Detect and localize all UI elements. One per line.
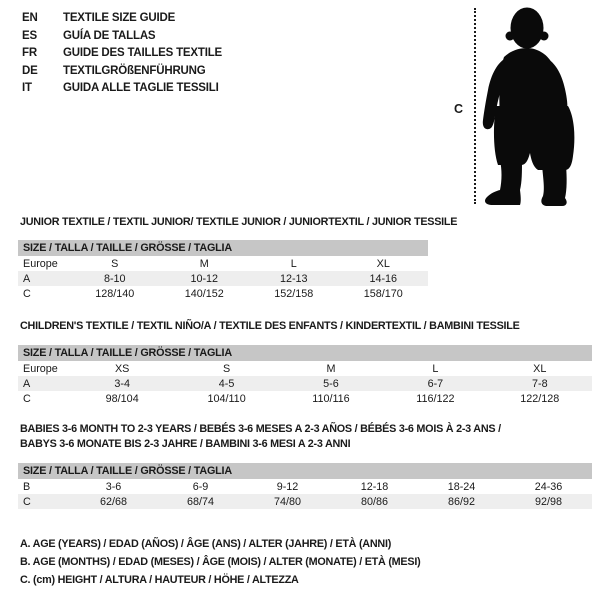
- value-cell: 8-10: [103, 272, 126, 285]
- value-cell: S: [111, 257, 119, 270]
- value-cell: 98/104: [105, 392, 139, 405]
- table-row: [18, 286, 428, 301]
- table-row: [18, 376, 592, 391]
- lang-row-fr: [22, 45, 222, 63]
- value-cell: S: [222, 362, 231, 375]
- value-cell: 110/116: [312, 392, 350, 405]
- value-cell: 24-36: [534, 480, 563, 493]
- table-row: [18, 271, 428, 286]
- size-table: [18, 463, 592, 509]
- value-cell: M: [326, 362, 336, 375]
- value-cell: 18-24: [447, 480, 476, 493]
- height-label-c: C: [454, 102, 464, 116]
- babies-section-title: [20, 422, 501, 452]
- lang-row-de: [22, 63, 222, 81]
- babies-title-line2: BABYS 3-6 MONATE BIS 2-3 JAHRE / BAMBINI 3-6 MESI A 2-3 ANNI: [20, 438, 351, 450]
- value-cell: XL: [376, 257, 390, 270]
- table-row: [18, 391, 592, 406]
- lang-code: ES: [22, 29, 37, 42]
- value-cell: 62/68: [99, 495, 128, 508]
- value-cell: 5-6: [323, 377, 339, 390]
- note-age-months: B. AGE (MONTHS) / EDAD (MESES) / ÂGE (MOIS) / ALTER (MONATE) / ETÀ (MESI): [20, 556, 421, 568]
- value-cell: 6-9: [192, 480, 209, 493]
- lang-label: TEXTILE SIZE GUIDE: [63, 12, 176, 24]
- value-cell: 80/86: [360, 495, 389, 508]
- children-size-table: [18, 345, 592, 406]
- row-label-cell: Europe: [23, 362, 58, 375]
- row-label-cell: A: [23, 377, 31, 390]
- size-header-row: [18, 345, 592, 361]
- lang-code: EN: [22, 12, 38, 24]
- junior-size-table: [18, 240, 428, 301]
- value-cell: 116/122: [416, 392, 455, 405]
- language-list: [22, 10, 222, 98]
- value-cell: 3-6: [105, 480, 122, 493]
- note-height-cm: C. (cm) HEIGHT / ALTURA / HAUTEUR / HÖHE / ALTEZZA: [20, 574, 299, 586]
- value-cell: 128/140: [95, 287, 135, 300]
- children-section-title: CHILDREN'S TEXTILE / TEXTIL NIÑO/A / TEXTILE DES ENFANTS / KINDERTEXTIL / BAMBINI TESSILE: [20, 320, 520, 332]
- lang-code: IT: [22, 82, 32, 94]
- value-cell: 140/152: [184, 287, 224, 300]
- note-age-years: A. AGE (YEARS) / EDAD (AÑOS) / ÂGE (ANS) / ALTER (JAHRE) / ETÀ (ANNI): [20, 538, 392, 550]
- row-label-cell: C: [23, 287, 31, 300]
- size-table: [18, 345, 592, 406]
- size-header-cell: SIZE / TALLA / TAILLE / GRÖSSE / TAGLIA: [18, 463, 592, 479]
- value-cell: 7-8: [531, 377, 548, 390]
- value-cell: 3-4: [114, 377, 130, 390]
- value-cell: XL: [533, 362, 547, 375]
- table-row: [18, 256, 428, 271]
- value-cell: 122/128: [520, 392, 560, 405]
- height-figure: [450, 0, 600, 216]
- lang-code: DE: [22, 64, 38, 77]
- value-cell: L: [432, 362, 439, 375]
- baby-silhouette-shape: [483, 8, 575, 207]
- value-cell: 86/92: [447, 495, 476, 508]
- row-label-cell: B: [23, 480, 31, 493]
- lang-label: GUÍA DE TALLAS: [63, 29, 156, 42]
- value-cell: 152/158: [274, 287, 314, 300]
- row-label-cell: Europe: [23, 257, 58, 270]
- value-cell: 104/110: [207, 392, 246, 405]
- value-cell: 10-12: [190, 272, 219, 285]
- value-cell: 68/74: [186, 495, 215, 508]
- table-row: [18, 479, 592, 494]
- row-label-cell: A: [23, 272, 31, 285]
- lang-label: GUIDA ALLE TAGLIE TESSILI: [63, 82, 219, 94]
- row-label-cell: C: [23, 495, 31, 508]
- value-cell: 14-16: [369, 272, 398, 285]
- lang-label: GUIDE DES TAILLES TEXTILE: [63, 47, 222, 59]
- size-header-cell: SIZE / TALLA / TAILLE / GRÖSSE / TAGLIA: [18, 240, 428, 256]
- junior-section-title: JUNIOR TEXTILE / TEXTIL JUNIOR/ TEXTILE JUNIOR / JUNIORTEXTIL / JUNIOR TESSILE: [20, 216, 458, 228]
- lang-row-en: [22, 10, 222, 28]
- value-cell: 92/98: [534, 495, 563, 508]
- value-cell: 6-7: [427, 377, 444, 390]
- size-table: [18, 240, 428, 301]
- value-cell: 74/80: [273, 495, 302, 508]
- legend-notes: [20, 535, 420, 589]
- baby-silhouette: [480, 2, 580, 214]
- lang-code: FR: [22, 47, 37, 59]
- lang-row-es: [22, 28, 222, 46]
- row-label-cell: C: [23, 392, 31, 405]
- babies-size-table: [18, 463, 592, 509]
- height-measure-dotted-line: [474, 8, 476, 204]
- value-cell: L: [290, 257, 297, 270]
- table-row: [18, 494, 592, 509]
- value-cell: 12-13: [279, 272, 308, 285]
- babies-title-line1: BABIES 3-6 MONTH TO 2-3 YEARS / BEBÉS 3-6 MESES A 2-3 AÑOS / BÉBÉS 3-6 MOIS À 2-3 ANS /: [20, 423, 501, 435]
- size-header-row: [18, 463, 592, 479]
- size-header-cell: SIZE / TALLA / TAILLE / GRÖSSE / TAGLIA: [18, 345, 592, 361]
- value-cell: 4-5: [218, 377, 235, 390]
- lang-label: TEXTILGRÖßENFÜHRUNG: [63, 64, 206, 77]
- value-cell: 158/170: [363, 287, 403, 300]
- value-cell: 9-12: [276, 480, 299, 493]
- value-cell: XS: [114, 362, 130, 375]
- value-cell: M: [199, 257, 209, 270]
- size-header-row: [18, 240, 428, 256]
- value-cell: 12-18: [360, 480, 389, 493]
- lang-row-it: [22, 80, 222, 98]
- table-row: [18, 361, 592, 376]
